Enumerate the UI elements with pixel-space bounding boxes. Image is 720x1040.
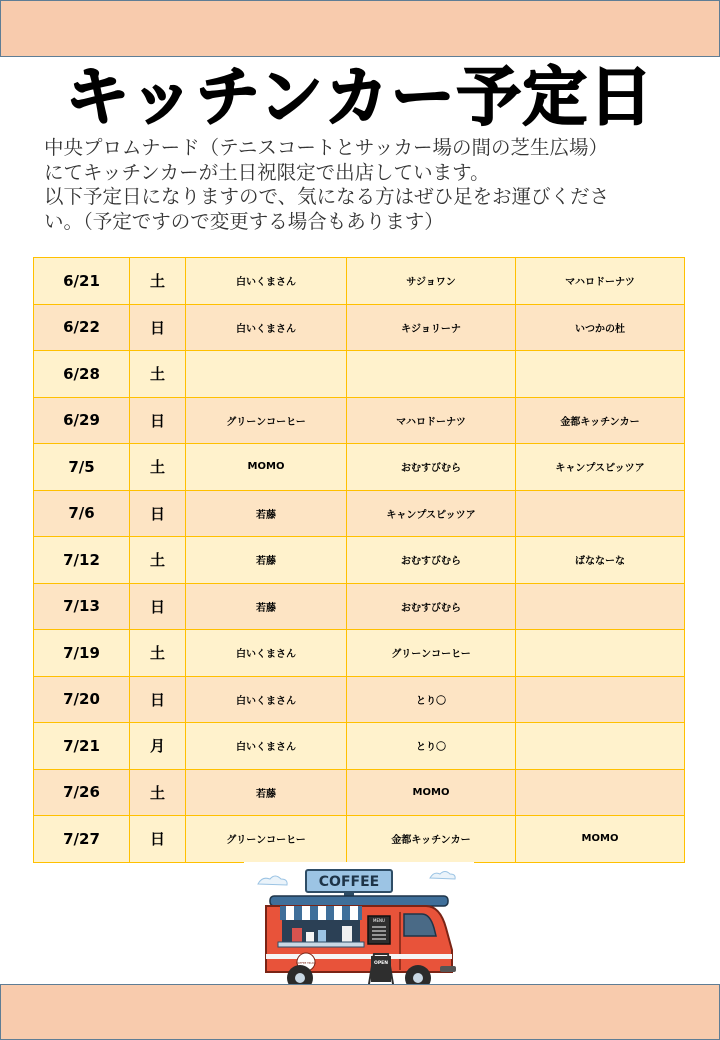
truck-roof: [270, 896, 448, 906]
vendor-cell-2: グリーンコーヒー: [347, 630, 516, 677]
vendor-cell-3: [516, 769, 685, 816]
vendor-cell-1: MOMO: [186, 444, 347, 491]
footer-band: [0, 984, 720, 1040]
table-row: [34, 304, 685, 351]
table-row: [34, 630, 685, 677]
vendor-cell-1: 白いくまさん: [186, 304, 347, 351]
vendor-cell-3: [516, 583, 685, 630]
awning: [280, 906, 362, 920]
page-title: キッチンカー予定日: [65, 61, 655, 135]
vendor-cell-3: [516, 630, 685, 677]
date-cell: 6/28: [34, 351, 130, 398]
vendor-cell-2: おむすびむら: [347, 583, 516, 630]
vendor-cell-1: 若藤: [186, 490, 347, 537]
weekday-cell: 土: [130, 444, 186, 491]
vendor-cell-1: グリーンコーヒー: [186, 397, 347, 444]
date-cell: 6/22: [34, 304, 130, 351]
vendor-cell-2: とり〇: [347, 676, 516, 723]
vendor-cell-3: [516, 490, 685, 537]
weekday-cell: 日: [130, 816, 186, 863]
open-sign: [371, 956, 391, 982]
weekday-cell: 土: [130, 630, 186, 677]
table-row: [34, 490, 685, 537]
vendor-cell-3: [516, 351, 685, 398]
vendor-cell-3: MOMO: [516, 816, 685, 863]
badge-text: COFFEE TRUCK: [296, 962, 316, 965]
weekday-cell: 日: [130, 676, 186, 723]
vendor-cell-1: 白いくまさん: [186, 723, 347, 770]
vendor-cell-1: [186, 351, 347, 398]
date-cell: 7/20: [34, 676, 130, 723]
weekday-cell: 月: [130, 723, 186, 770]
date-cell: 6/21: [34, 258, 130, 305]
vendor-cell-1: 若藤: [186, 583, 347, 630]
vendor-cell-1: 白いくまさん: [186, 676, 347, 723]
vendor-cell-2: 金都キッチンカー: [347, 816, 516, 863]
vendor-cell-3: マハロドーナツ: [516, 258, 685, 305]
vendor-cell-3: ばななーな: [516, 537, 685, 584]
weekday-cell: 日: [130, 304, 186, 351]
vendor-cell-2: MOMO: [347, 769, 516, 816]
date-cell: 7/6: [34, 490, 130, 537]
weekday-cell: 土: [130, 258, 186, 305]
vendor-cell-1: グリーンコーヒー: [186, 816, 347, 863]
weekday-cell: 土: [130, 351, 186, 398]
table-row: [34, 537, 685, 584]
date-cell: 7/26: [34, 769, 130, 816]
open-sign-text: OPEN: [374, 961, 388, 966]
vendor-cell-3: いつかの杜: [516, 304, 685, 351]
date-cell: 7/12: [34, 537, 130, 584]
weekday-cell: 日: [130, 583, 186, 630]
intro-text: 中央プロムナード（テニスコートとサッカー場の間の芝生広場） にてキッチンカーが土日祝限定で出店しています。 以下予定日になりますので、気になる方はぜひ足をお運びくださ い。（予定ですので変更する場合もあります）: [44, 136, 610, 233]
vendor-cell-2: サジョワン: [347, 258, 516, 305]
date-cell: 7/27: [34, 816, 130, 863]
schedule-table: [33, 257, 685, 863]
vendor-cell-3: [516, 723, 685, 770]
vendor-cell-2: おむすびむら: [347, 537, 516, 584]
vendor-cell-3: 金都キッチンカー: [516, 397, 685, 444]
vendor-cell-2: [347, 351, 516, 398]
vendor-cell-2: キジョリーナ: [347, 304, 516, 351]
table-row: [34, 676, 685, 723]
vendor-cell-1: 若藤: [186, 537, 347, 584]
table-row: [34, 769, 685, 816]
table-row: [34, 444, 685, 491]
vendor-cell-2: マハロドーナツ: [347, 397, 516, 444]
coffee-truck-icon: [244, 862, 474, 1002]
table-row: [34, 816, 685, 863]
vendor-cell-1: 若藤: [186, 769, 347, 816]
coffee-sign-text: COFFEE: [318, 874, 380, 890]
vendor-cell-2: キャンプスピッツア: [347, 490, 516, 537]
table-row: [34, 723, 685, 770]
date-cell: 6/29: [34, 397, 130, 444]
weekday-cell: 日: [130, 490, 186, 537]
weekday-cell: 土: [130, 537, 186, 584]
table-row: [34, 583, 685, 630]
vendor-cell-3: [516, 676, 685, 723]
header-band: [0, 0, 720, 57]
menu-board-text: MENU: [373, 918, 385, 923]
vendor-cell-2: とり〇: [347, 723, 516, 770]
date-cell: 7/19: [34, 630, 130, 677]
table-row: [34, 258, 685, 305]
weekday-cell: 日: [130, 397, 186, 444]
date-cell: 7/21: [34, 723, 130, 770]
date-cell: 7/5: [34, 444, 130, 491]
vendor-cell-3: キャンプスピッツア: [516, 444, 685, 491]
coffee-truck-illustration: [244, 862, 474, 1002]
weekday-cell: 土: [130, 769, 186, 816]
vendor-cell-2: おむすびむら: [347, 444, 516, 491]
table-row: [34, 351, 685, 398]
table-row: [34, 397, 685, 444]
vendor-cell-1: 白いくまさん: [186, 630, 347, 677]
vendor-cell-1: 白いくまさん: [186, 258, 347, 305]
date-cell: 7/13: [34, 583, 130, 630]
